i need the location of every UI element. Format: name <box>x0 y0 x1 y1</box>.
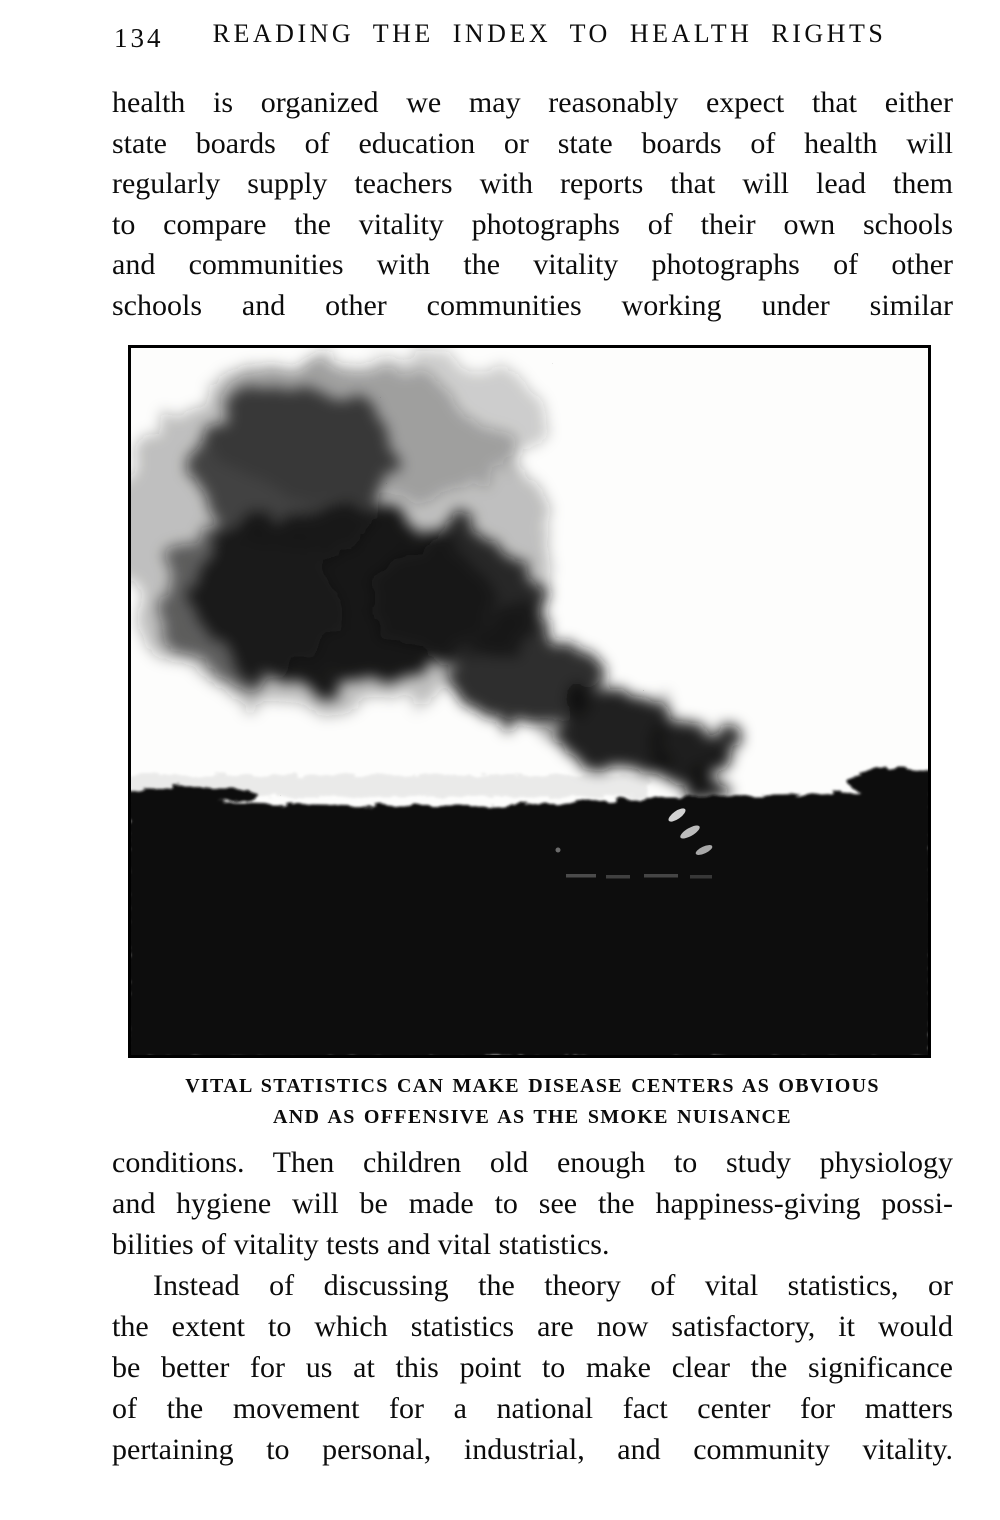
text-line: health is organized we may reasonably expect that either <box>112 86 953 119</box>
text-line: conditions. Then children old enough to study physiology <box>112 1146 953 1179</box>
caption-line: VITAL STATISTICS CAN MAKE DISEASE CENTERS AS OBVIOUS <box>185 1075 880 1097</box>
paragraph-1 <box>112 83 953 326</box>
caption-line: AND AS OFFENSIVE AS THE SMOKE NUISANCE <box>273 1106 792 1128</box>
text-line: pertaining to personal, industrial, and community vitality. <box>112 1433 953 1466</box>
smoke-photograph <box>128 345 931 1058</box>
text-line: and communities with the vitality photographs of other <box>112 248 953 281</box>
text-line: regularly supply teachers with reports that will lead them <box>112 167 953 200</box>
halftone-grain-dense <box>128 345 628 775</box>
text-line: schools and other communities working under similar <box>112 288 953 322</box>
paragraphs-2-3 <box>112 1142 953 1470</box>
page-header <box>112 19 953 55</box>
text-line: the extent to which statistics are now satisfactory, it would <box>112 1310 953 1343</box>
page-number: 134 <box>114 23 164 53</box>
text-line: to compare the vitality photographs of their own schools <box>112 207 953 241</box>
text-line: of the movement for a national fact center for matters <box>112 1392 953 1425</box>
smoke-photo-illustration <box>128 345 931 1058</box>
text-line: state boards of education or state boards of health will <box>112 126 953 160</box>
text-line: be better for us at this point to make clear the significance <box>112 1351 953 1384</box>
figure-caption <box>112 1071 953 1133</box>
text-line: bilities of vitality tests and vital statistics. <box>112 1228 610 1261</box>
text-line: Instead of discussing the theory of vital statistics, or <box>153 1269 953 1302</box>
running-head: READING THE INDEX TO HEALTH RIGHTS <box>212 19 887 48</box>
text-line: and hygiene will be made to see the happiness-giving possi- <box>112 1187 953 1220</box>
